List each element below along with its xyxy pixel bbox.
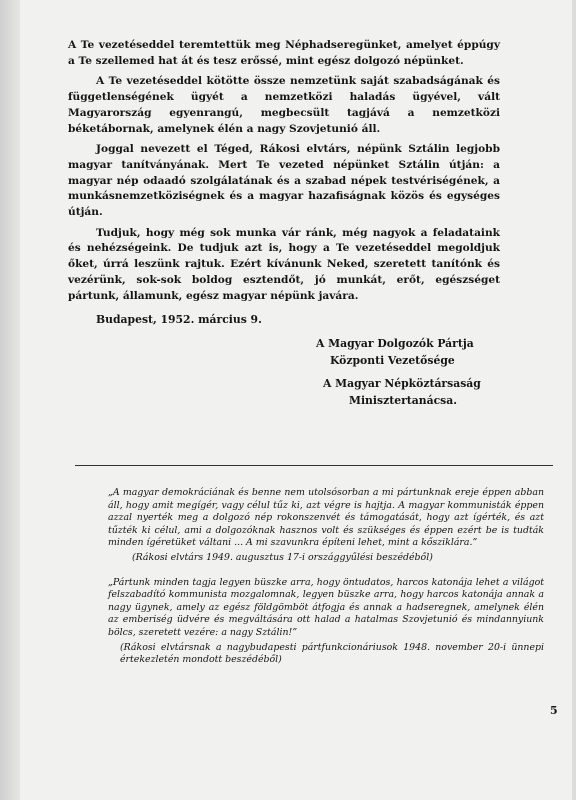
quote-text: „A magyar demokráciának és benne nem utolsósorban a mi pártunknak ereje éppen abban áll, hogy amit megígér, vagy célul tűz ki, azt végre is hajtja. A magyar kommunisták éppen azzal nyerték meg a dolgozó nép rokonszenvét és támogatását, hogy azt ígérték, és azt tűzték ki célul, ami a dolgozóknak hasznos volt és szükséges és éppen ezért be is tudták minden ígéretüket váltani ... A mi szavunkra építeni lehet, mint a kősziklára.” (108, 487, 544, 549)
signature-line: A Magyar Dolgozók Pártja (316, 337, 474, 350)
quote-text: „Pártunk minden tagja legyen büszke arra, hogy öntudatos, harcos katonája lehet a világot felszabadító kommunista mozgalomnak, legyen büszke arra, hogy harcos katonája annak a nagy ügynek, amely az egész földgömböt átfogja és annak a hadseregnek, amelynek élén az emberiség üdvére és megváltására ott halad a hatalmas Szovjetunió és mindannyiunk bölcs, szeretett vezére: a nagy Sztálin!” (108, 576, 544, 638)
signature-line: Központi Vezetősége (330, 354, 455, 367)
paragraph: Joggal nevezett el Téged, Rákosi elvtárs, népünk Sztálin legjobb magyar tanítványának. Mert Te vezeted népünket Sztálin útján: a magyar nép odaadó szolgálatának és a szabad népek testvériségének, a munkásnemzetköziségnek és a magyar hazafiságnak közös és egységes útján. (68, 143, 500, 219)
paragraph: A Te vezetéseddel teremtettük meg Néphadseregünket, amelyet éppúgy a Te szellemed hat át és tesz erőssé, mint egész dolgozó népünket. (68, 39, 500, 67)
page-binding-edge (0, 0, 20, 800)
quote-source: (Rákosi elvtársnak a nagybudapesti pártfunkcionáriusok 1948. november 20-i ünnepi értekezletén mondott beszédéből) (120, 641, 544, 666)
quotes-section (108, 487, 544, 679)
paragraph: Tudjuk, hogy még sok munka vár ránk, még nagyok a feladataink és nehézségeink. De tudjuk azt is, hogy a Te vezetéseddel megoldjuk őket, úrrá leszünk rajtuk. Ezért kívánunk Neked, szeretett tanítónk és vezérünk, sok-sok boldog esztendőt, jó munkát, erőt, egészséget pártunk, államunk, egész magyar népünk javára. (68, 226, 500, 302)
book-page (20, 0, 572, 800)
page-number: 5 (550, 704, 558, 717)
signature-line: A Magyar Népköztársaság (323, 377, 481, 390)
section-divider (75, 465, 553, 466)
signature-line: Minisztertanácsa. (349, 394, 457, 407)
main-text (68, 38, 500, 309)
dateline: Budapest, 1952. március 9. (96, 313, 262, 326)
quote-source: (Rákosi elvtárs 1949. augusztus 17-i országgyűlési beszédéből) (132, 551, 433, 563)
paragraph: A Te vezetéseddel kötötte össze nemzetünk saját szabadságának és függetlenségének ügyét a nemzetközi haladás ügyével, vált Magyarország egyenrangú, megbecsült tagjává a nemzetközi béketábornak, amelynek élén a nagy Szovjetunió áll. (68, 75, 500, 135)
